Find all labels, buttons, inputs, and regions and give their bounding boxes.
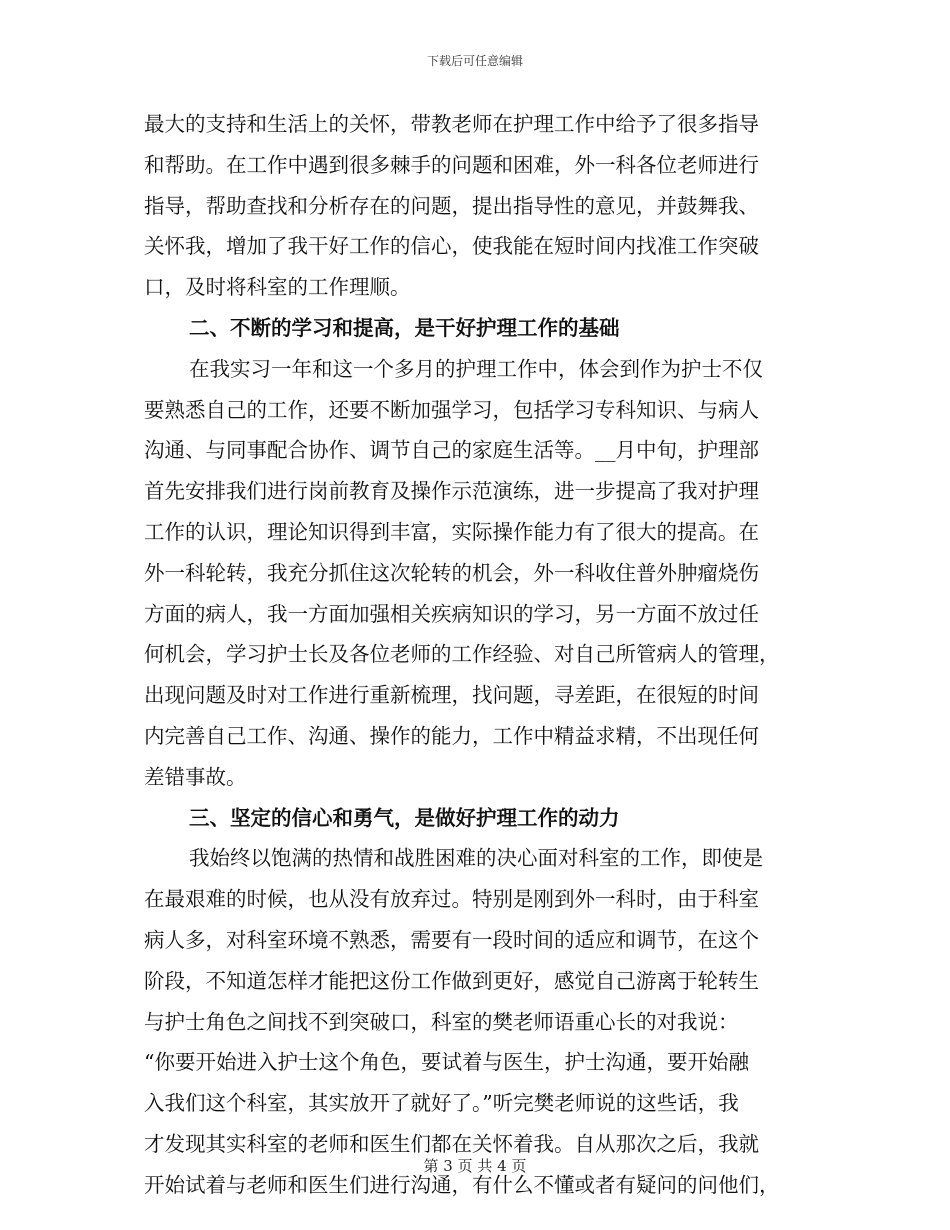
body-line: 何机会，学习护士长及各位老师的工作经验、对自己所管病人的管理， [144, 642, 780, 667]
paragraph-start: 我始终以饱满的热情和战胜困难的决心面对科室的工作，即使是 [189, 846, 763, 871]
page-header: 下载后可任意编辑 [426, 54, 523, 68]
body-line: 要熟悉自己的工作，还要不断加强学习，包括学习专科知识、与病人 [144, 397, 759, 422]
body-line: 指导，帮助查找和分析存在的问题，提出指导性的意见，并鼓舞我、 [144, 193, 759, 218]
body-line: 在最艰难的时候，也从没有放弃过。特别是刚到外一科时，由于科室 [144, 887, 759, 912]
body-line: 差错事故。 [144, 764, 247, 789]
body-line: 和帮助。在工作中遇到很多棘手的问题和困难，外一科各位老师进行 [144, 152, 759, 177]
body-line: 口，及时将科室的工作理顺。 [144, 275, 411, 300]
page-footer: 第 3 页 共 4 页 [423, 1157, 527, 1175]
body-line: 最大的支持和生活上的关怀，带教老师在护理工作中给予了很多指导 [144, 112, 759, 136]
body-line: 首先安排我们进行岗前教育及操作示范演练，进一步提高了我对护理 [144, 479, 759, 504]
body-line: 开始试着与老师和医生们进行沟通，有什么不懂或者有疑问的问他们， [144, 1172, 780, 1197]
section-heading-3: 三、坚定的信心和勇气，是做好护理工作的动力 [189, 805, 620, 830]
body-line: 入我们这个科室，其实放开了就好了。”听完樊老师说的这些话，我 [144, 1091, 739, 1116]
paragraph-start: 在我实习一年和这一个多月的护理工作中，体会到作为护士不仅 [189, 356, 763, 381]
body-line: 内完善自己工作、沟通、操作的能力，工作中精益求精，不出现任何 [144, 723, 759, 748]
document-body [144, 104, 808, 1206]
body-line: 工作的认识，理论知识得到丰富，实际操作能力有了很大的提高。在 [144, 519, 759, 544]
body-line: 方面的病人，我一方面加强相关疾病知识的学习，另一方面不放过任 [144, 601, 759, 626]
body-line: 外一科轮转，我充分抓住这次轮转的机会，外一科收住普外肿瘤烧伤 [144, 560, 759, 585]
body-line: 与护士角色之间找不到突破口，科室的樊老师语重心长的对我说： [144, 1009, 739, 1034]
body-line: 才发现其实科室的老师和医生们都在关怀着我。自从那次之后，我就 [144, 1131, 759, 1156]
body-line: 阶段，不知道怎样才能把这份工作做到更好，感觉自己游离于轮转生 [144, 968, 759, 993]
section-heading-2: 二、不断的学习和提高，是干好护理工作的基础 [189, 315, 620, 340]
body-line: 关怀我，增加了我干好工作的信心，使我能在短时间内找准工作突破 [144, 234, 759, 259]
body-line: 沟通、与同事配合协作、调节自己的家庭生活等。__月中旬，护理部 [144, 438, 759, 463]
body-line: “你要开始进入护士这个角色，要试着与医生，护士沟通，要开始融 [144, 1050, 749, 1075]
body-line: 病人多，对科室环境不熟悉，需要有一段时间的适应和调节，在这个 [144, 927, 759, 952]
body-line: 出现问题及时对工作进行重新梳理，找问题，寻差距，在很短的时间 [144, 683, 759, 708]
